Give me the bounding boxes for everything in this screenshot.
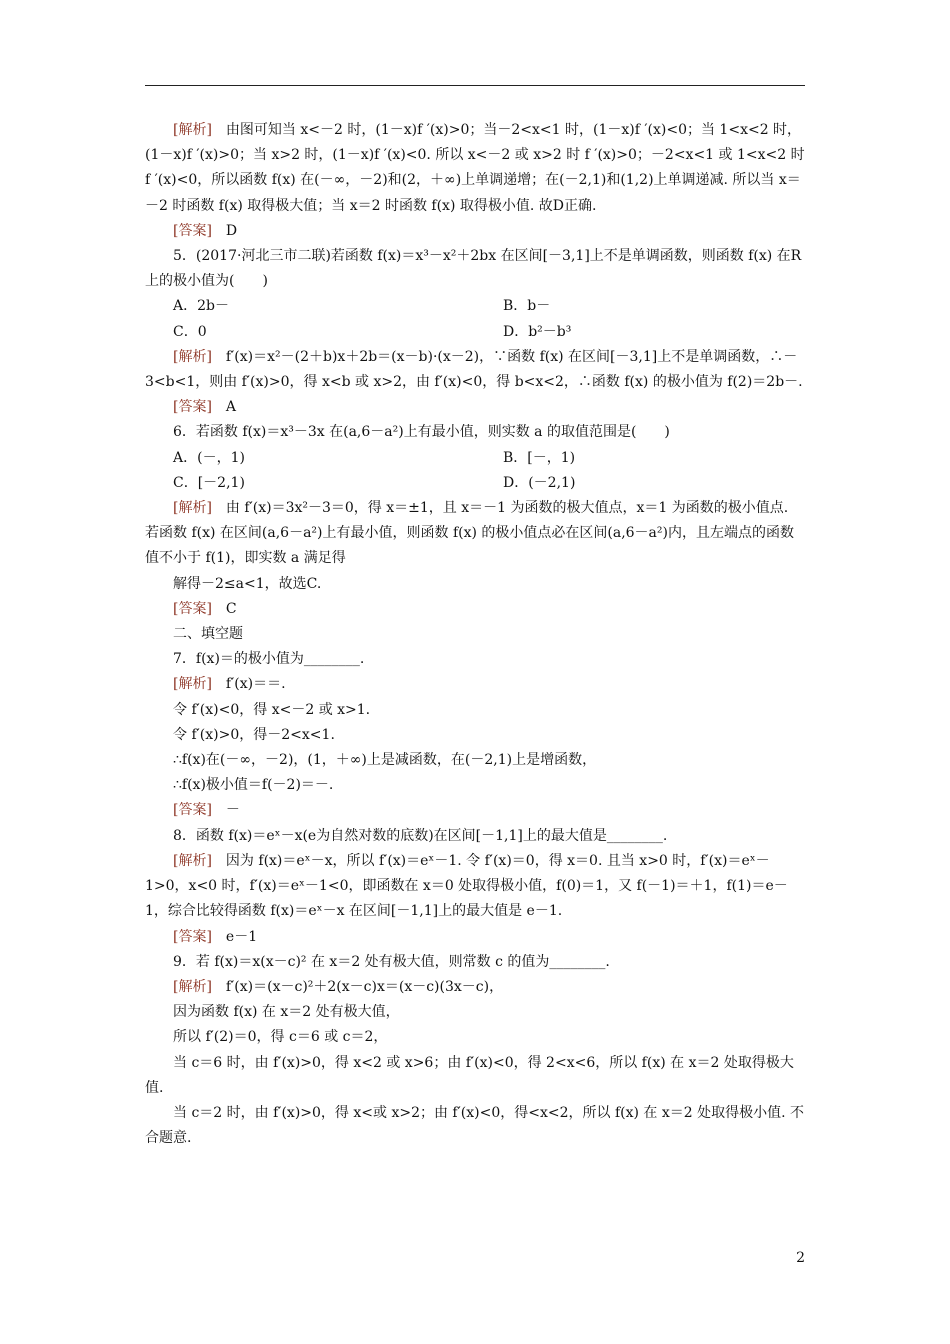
choice-option: A．(－，1) bbox=[173, 449, 245, 466]
section-label: [答案] bbox=[173, 802, 212, 819]
choice-row bbox=[145, 471, 805, 496]
paragraph-text: ∴f(x)极小值＝f(－2)＝－. bbox=[173, 777, 334, 794]
answer-paragraph bbox=[145, 672, 805, 697]
paragraph bbox=[145, 420, 805, 445]
choice-row bbox=[145, 446, 805, 471]
header-rule bbox=[145, 85, 805, 86]
answer-paragraph bbox=[145, 395, 805, 420]
paragraph bbox=[145, 1101, 805, 1151]
paragraph-text: 所以 f′(2)＝0，得 c＝6 或 c＝2， bbox=[173, 1029, 388, 1046]
paragraph bbox=[145, 698, 805, 723]
paragraph-text: 因为函数 f(x) 在 x＝2 处有极大值， bbox=[173, 1004, 400, 1021]
paragraph-text: f′(x)＝(x－c)²＋2(x－c)x＝(x－c)(3x－c)， bbox=[211, 978, 504, 995]
paragraph-text: 二、填空题 bbox=[173, 626, 243, 643]
paragraph bbox=[145, 244, 805, 294]
choice-option: D．(－2,1) bbox=[503, 474, 576, 491]
answer-paragraph bbox=[145, 925, 805, 950]
choice-option: B．[－，1) bbox=[503, 449, 576, 466]
paragraph-text: D bbox=[211, 222, 238, 239]
paragraph-text: e－1 bbox=[211, 928, 258, 945]
paragraph bbox=[145, 1000, 805, 1025]
paragraph-text: 解得－2≤a<1，故选C. bbox=[173, 575, 322, 592]
paragraph bbox=[145, 647, 805, 672]
paragraph-text: 当 c＝6 时，由 f′(x)>0，得 x<2 或 x>6；由 f′(x)<0，得 2<x<6，所以 f(x) 在 x＝2 处取得极大值. bbox=[145, 1054, 794, 1096]
paragraph-text: 令 f′(x)<0，得 x<－2 或 x>1. bbox=[173, 701, 371, 718]
section-label: [解析] bbox=[173, 122, 212, 138]
paragraph bbox=[145, 748, 805, 773]
paragraph bbox=[145, 723, 805, 748]
paragraph-text: 由图可知当 x<－2 时，(1－x)f ′(x)>0；当－2<x<1 时，(1－x)f ′(x)<0；当 1<x<2 时，(1－x)f ′(x)>0；当 x>2 时，(1－x)f ′(x)<0. 所以 x<－2 或 x>2 时 f ′(x)>0；－2<x<1 或 1<x<2 时 f ′(x)<0，所以函数 f(x) 在(－∞，－2)和(2，＋∞)上单调递增；在(－2,1)和(1,2)上单调递减. 所以当 x＝－2 时函数 f(x) 取得极大值；当 x＝2 时函数 f(x) 取得极小值. 故D正确. bbox=[145, 122, 805, 214]
paragraph-text: 7．f(x)＝的极小值为________. bbox=[173, 651, 365, 668]
answer-paragraph bbox=[145, 345, 805, 395]
section-label: [解析] bbox=[173, 978, 212, 995]
choice-option: C．0 bbox=[173, 323, 207, 340]
choice-option: B．b－ bbox=[503, 298, 551, 315]
answer-paragraph bbox=[145, 118, 805, 219]
paragraph bbox=[145, 773, 805, 798]
choice-row bbox=[145, 294, 805, 319]
paragraph-text: 5．(2017·河北三市二联)若函数 f(x)＝x³－x²＋2bx 在区间[－3,1]上不是单调函数，则函数 f(x) 在R上的极小值为( ) bbox=[145, 248, 802, 290]
choice-option: A．2b－ bbox=[173, 298, 229, 315]
paragraph-text: f′(x)＝＝. bbox=[211, 676, 286, 693]
paragraph-text: 由 f′(x)＝3x²－3＝0，得 x＝±1，且 x＝－1 为函数的极大值点，x＝1 为函数的极小值点. 若函数 f(x) 在区间(a,6－a²)上有最小值，则函数 f(x) 的极小值点必在区间(a,6－a²)内，且左端点的函数值不小于 f(1)，即实数 a 满足得 bbox=[145, 500, 794, 567]
paragraph bbox=[145, 622, 805, 647]
section-label: [答案] bbox=[173, 928, 212, 945]
section-label: [解析] bbox=[173, 500, 212, 517]
section-label: [解析] bbox=[173, 676, 212, 693]
paragraph-text: ∴f(x)在(－∞，－2)，(1，＋∞)上是减函数，在(－2,1)上是增函数， bbox=[173, 752, 597, 769]
answer-paragraph bbox=[145, 798, 805, 823]
page-number: 2 bbox=[796, 1250, 805, 1266]
answer-paragraph bbox=[145, 219, 805, 244]
paragraph-text: 9．若 f(x)＝x(x－c)² 在 x＝2 处有极大值，则常数 c 的值为________. bbox=[173, 953, 610, 970]
paragraph bbox=[145, 950, 805, 975]
paragraph-text: 8．函数 f(x)＝eˣ－x(e为自然对数的底数)在区间[－1,1]上的最大值是________. bbox=[173, 827, 668, 844]
paragraph-text: 因为 f(x)＝eˣ－x，所以 f′(x)＝eˣ－1. 令 f′(x)＝0，得 x＝0. 且当 x>0 时，f′(x)＝eˣ－1>0，x<0 时，f′(x)＝eˣ－1<0，即函数在 x＝0 处取得极小值，f(0)＝1，又 f(－1)＝＋1，f(1)＝e－1，综合比较得函数 f(x)＝eˣ－x 在区间[－1,1]上的最大值是 e－1. bbox=[145, 852, 788, 920]
paragraph-text: 6．若函数 f(x)＝x³－3x 在(a,6－a²)上有最小值，则实数 a 的取值范围是( ) bbox=[173, 424, 670, 441]
answer-paragraph bbox=[145, 597, 805, 622]
paragraph bbox=[145, 1051, 805, 1101]
paragraph-text: 当 c＝2 时，由 f′(x)>0，得 x<或 x>2；由 f′(x)<0，得<x<2，所以 f(x) 在 x＝2 处取得极小值. 不合题意. bbox=[145, 1104, 805, 1147]
paragraph-text: C bbox=[211, 600, 237, 617]
paragraph-text: A bbox=[211, 399, 237, 416]
paragraph bbox=[145, 572, 805, 597]
choice-option: D．b²－b³ bbox=[503, 323, 572, 340]
paragraph-text: － bbox=[211, 802, 240, 819]
section-label: [解析] bbox=[173, 348, 212, 365]
section-label: [答案] bbox=[173, 600, 212, 617]
answer-paragraph bbox=[145, 849, 805, 925]
choice-row bbox=[145, 320, 805, 345]
document-body bbox=[145, 118, 805, 1151]
section-label: [解析] bbox=[173, 852, 212, 869]
section-label: [答案] bbox=[173, 222, 212, 239]
paragraph-text: 令 f′(x)>0，得－2<x<1. bbox=[173, 726, 335, 743]
choice-option: C．[－2,1) bbox=[173, 474, 245, 491]
answer-paragraph bbox=[145, 496, 805, 572]
answer-paragraph bbox=[145, 975, 805, 1000]
paragraph bbox=[145, 1025, 805, 1050]
paragraph bbox=[145, 824, 805, 849]
section-label: [答案] bbox=[173, 399, 212, 416]
paragraph-text: f′(x)＝x²－(2＋b)x＋2b＝(x－b)·(x－2)，∵函数 f(x) 在区间[－3,1]上不是单调函数，∴－3<b<1，则由 f′(x)>0，得 x<b 或 x>2，由 f′(x)<0，得 b<x<2，∴函数 f(x) 的极小值为 f(2)＝2b－. bbox=[145, 348, 803, 391]
